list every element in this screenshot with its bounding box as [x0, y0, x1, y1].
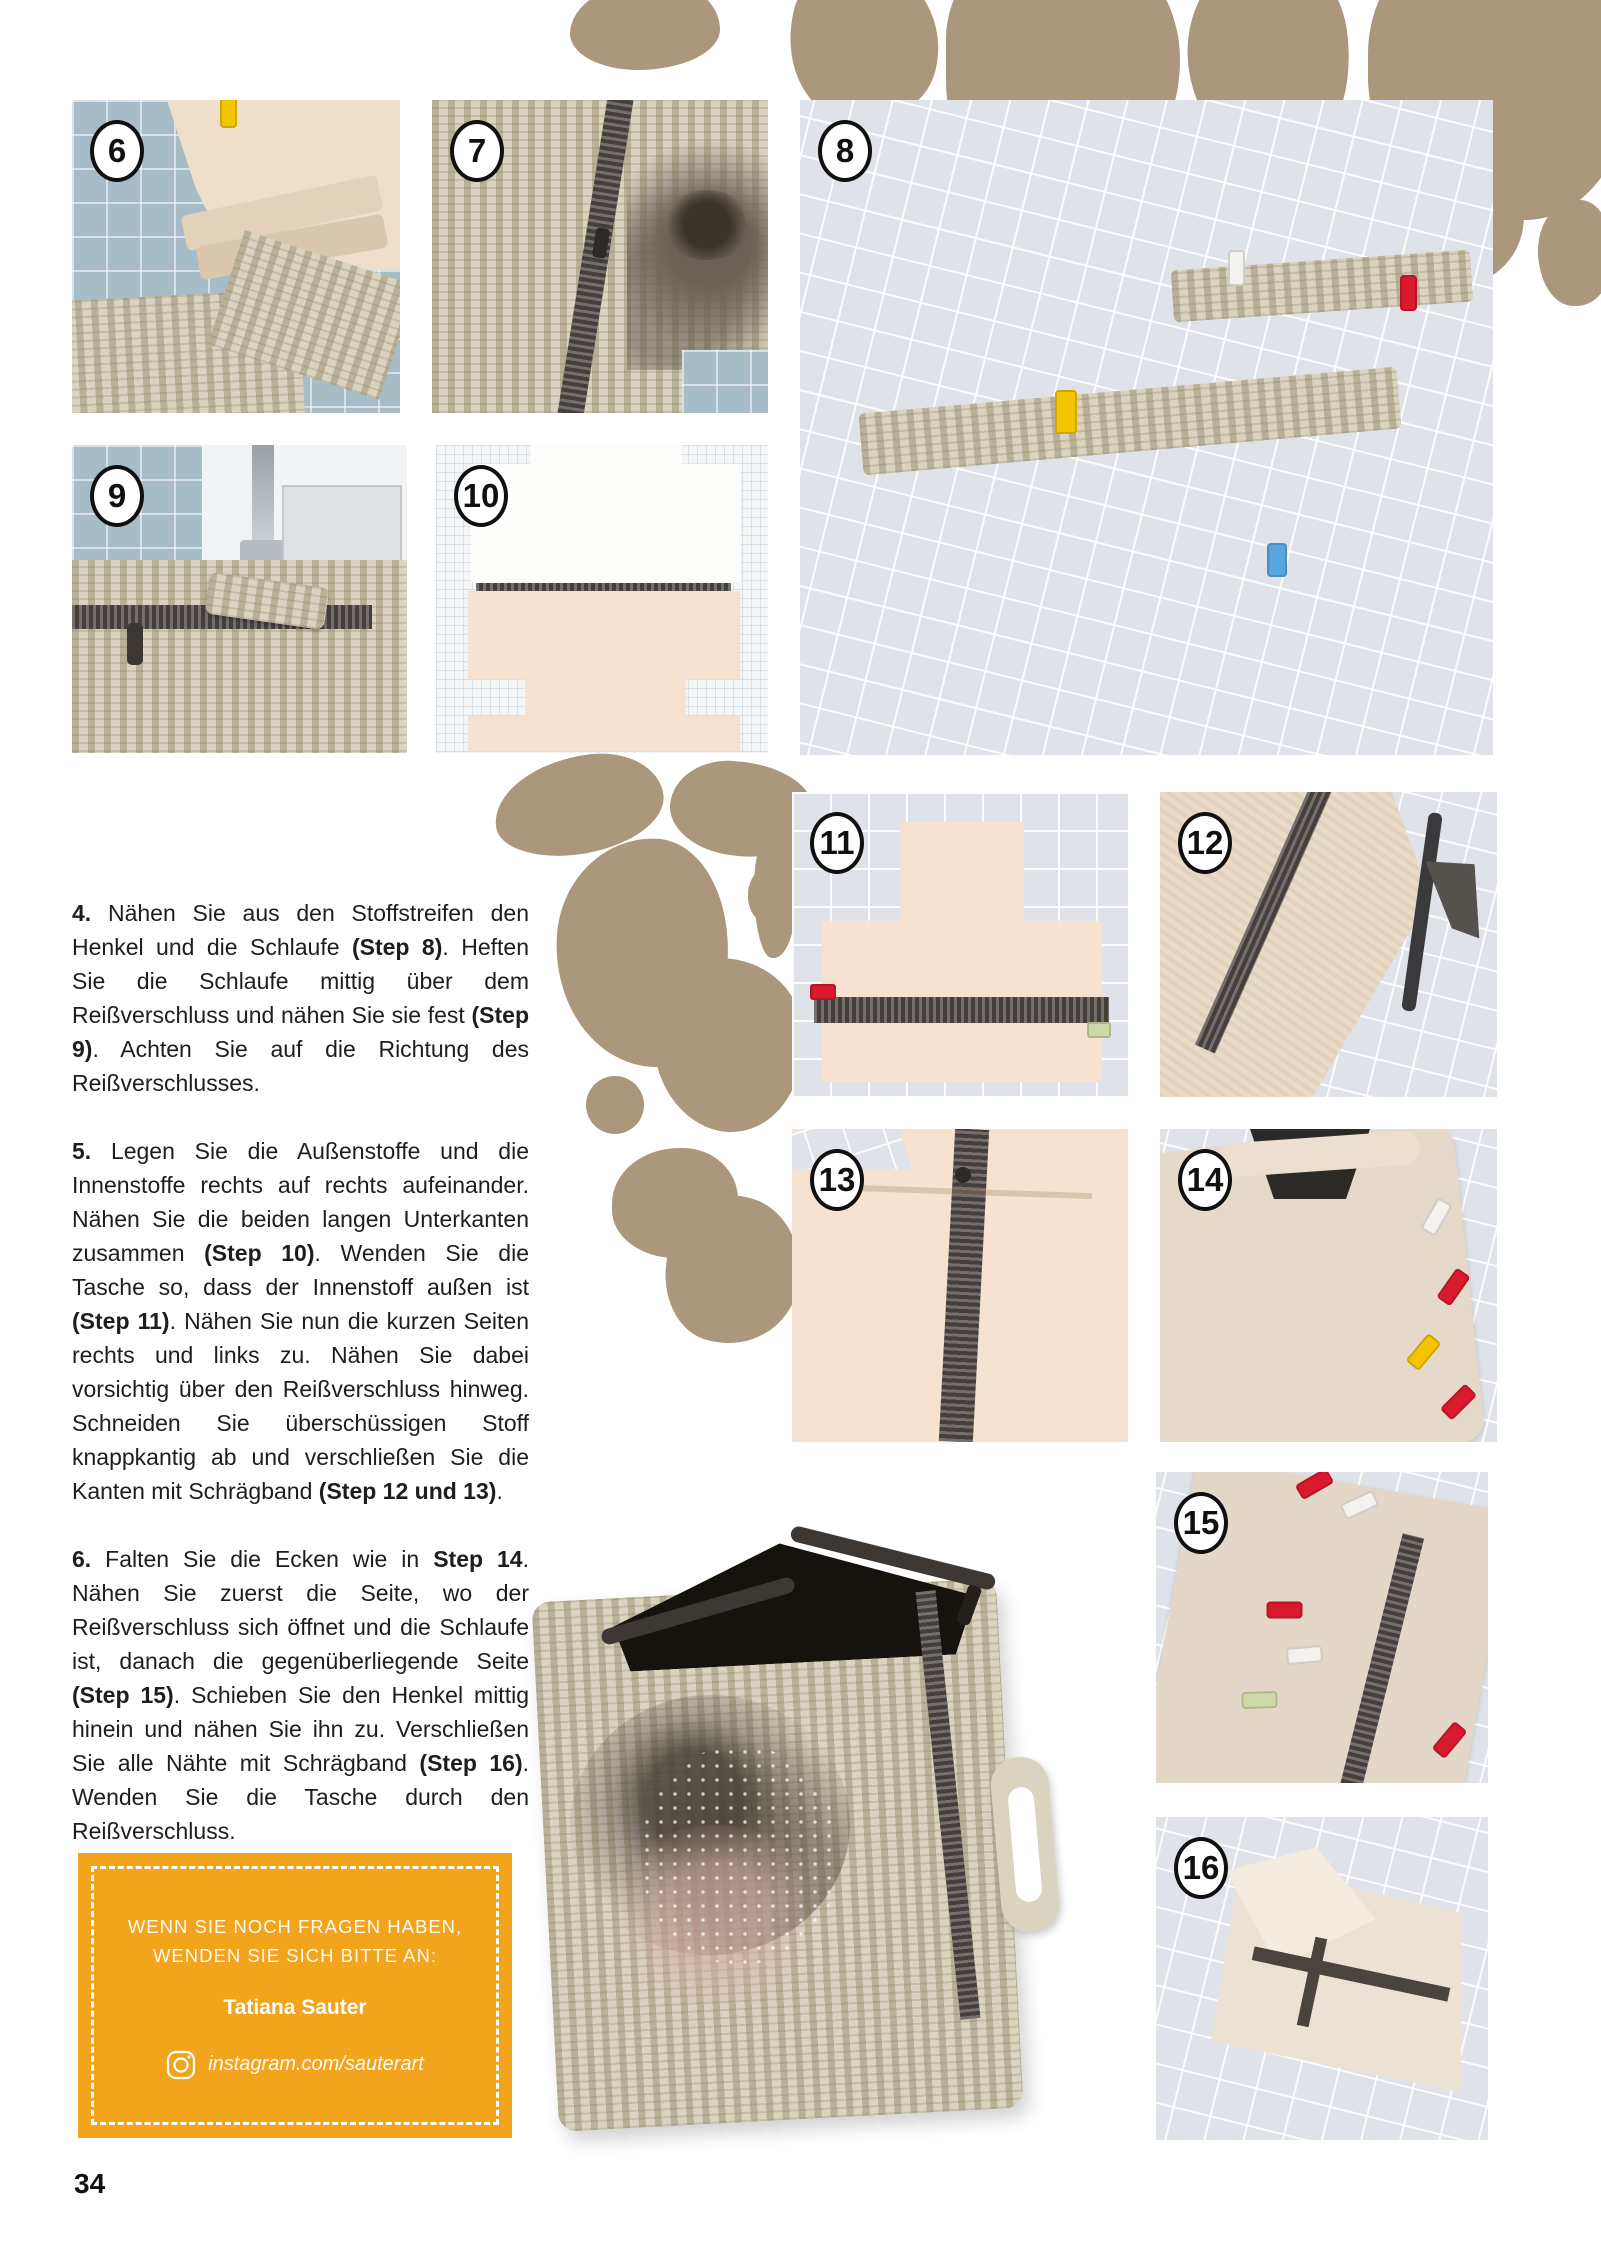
green-clip-icon	[1087, 1022, 1111, 1038]
photo-step-6	[72, 100, 400, 413]
contact-name: Tatiana Sauter	[223, 1995, 367, 2019]
step-number-badge	[818, 120, 872, 182]
step-6-paragraph: 6. Falten Sie die Ecken wie in Step 14. Nähen Sie zuerst die Seite, wo der Reißverschluss sich öffnet und die Schlaufe ist, danach die gegenüberliegende Seite (Step 15). Schieben Sie den Henkel mittig hinein und nähen Sie ihn zu. Verschließen Sie alle Nähte mit Schrägband (Step 16). Wenden Sie die Tasche durch den Reißverschluss.	[72, 1546, 529, 1844]
step-number-badge	[454, 465, 508, 527]
zipper-pull-icon	[127, 623, 143, 665]
photo-step-15	[1156, 1472, 1488, 1783]
step-number-badge	[90, 465, 144, 527]
yellow-clip-icon	[1055, 390, 1077, 434]
photo-number: 11	[819, 824, 855, 861]
photo-number: 13	[818, 1161, 856, 1198]
step-number-badge	[810, 812, 864, 874]
blue-clip-icon	[1267, 543, 1287, 577]
photo-number: 15	[1182, 1504, 1220, 1541]
photo-number: 14	[1186, 1161, 1224, 1198]
white-clip-icon	[1228, 250, 1245, 286]
step-number-badge	[1178, 1149, 1232, 1211]
photo-step-13	[792, 1129, 1128, 1442]
photo-step-10	[436, 445, 768, 753]
leopard-spot	[570, 0, 720, 70]
contact-heading-line1: WENN SIE NOCH FRAGEN HABEN,	[127, 1915, 463, 1937]
photo-step-14	[1160, 1129, 1497, 1442]
step-number-badge	[90, 120, 144, 182]
step-number-badge	[450, 120, 504, 182]
photo-number: 9	[107, 477, 127, 514]
red-clip-icon	[1400, 275, 1417, 311]
photo-step-7	[432, 100, 768, 413]
step-4-paragraph: 4. Nähen Sie aus den Stoffstreifen den Henkel und die Schlaufe (Step 8). Heften Sie die Schlaufe mittig über dem Reißverschluss und nähen Sie sie fest (Step 9). Achten Sie auf die Richtung des Reißverschlusses.	[72, 900, 529, 1096]
red-clip-icon	[810, 984, 836, 1000]
photo-number: 16	[1182, 1849, 1220, 1886]
step-number-badge	[1178, 812, 1232, 874]
green-clip-icon	[1241, 1691, 1278, 1709]
yellow-clip-icon	[220, 100, 237, 128]
photo-number: 6	[107, 132, 127, 169]
photo-number: 8	[835, 132, 855, 169]
contact-heading-line2: WENDEN SIE SICH BITTE AN:	[152, 1944, 438, 1966]
step-number-badge	[810, 1149, 864, 1211]
red-clip-icon	[1267, 1602, 1303, 1619]
photo-finished-bag	[510, 1495, 1122, 2165]
photo-number: 10	[462, 477, 500, 514]
step-number-badge	[1174, 1492, 1228, 1554]
photo-step-11	[792, 792, 1128, 1097]
contact-info-box	[78, 1853, 512, 2138]
leopard-spot	[754, 822, 796, 958]
step-5-paragraph: 5. Legen Sie die Außenstoffe und die Innenstoffe rechts auf rechts aufeinander. Nähen Sie die beiden langen Unterkanten zusammen (Step 10). Wenden Sie die Tasche so, dass der Innenstoff außen ist (Step 11). Nähen Sie nun die kurzen Seiten rechts und links zu. Nähen Sie dabei vorsichtig über den Reißverschluss hinweg. Schneiden Sie überschüssigen Stoff knappkantig ab und verschließen Sie die Kanten mit Schrägband (Step 12 und 13).	[72, 1138, 530, 1504]
leopard-spot	[586, 1076, 644, 1134]
photo-step-12	[1160, 792, 1497, 1097]
page-number: 34	[74, 2168, 106, 2199]
leopard-spot	[1538, 200, 1601, 306]
photo-step-8	[800, 100, 1493, 755]
white-clip-icon	[1286, 1645, 1323, 1665]
instagram-icon	[166, 2050, 196, 2080]
photo-number: 7	[467, 132, 487, 169]
photo-step-16	[1156, 1817, 1488, 2140]
article-steps-text	[72, 896, 529, 1882]
photo-step-9	[72, 445, 407, 753]
photo-number: 12	[1186, 824, 1224, 861]
instagram-handle[interactable]: instagram.com/sauterart	[208, 2053, 424, 2075]
step-number-badge	[1174, 1837, 1228, 1899]
